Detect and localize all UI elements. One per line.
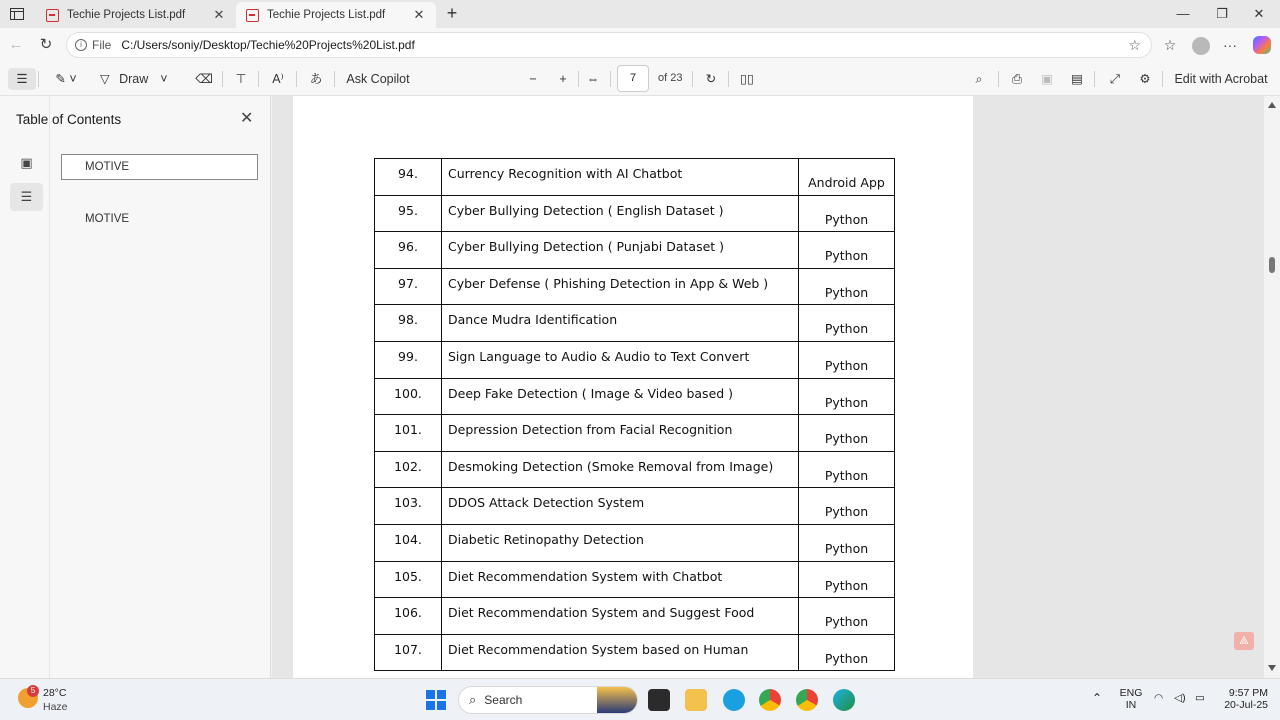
tab-bar: [0, 0, 1280, 28]
read-aloud-icon[interactable]: A⁾: [272, 72, 284, 86]
clock[interactable]: [1212, 687, 1268, 711]
vertical-scrollbar[interactable]: [1264, 96, 1280, 678]
table-row: [375, 451, 895, 488]
separator: [998, 71, 999, 87]
separator: [578, 71, 579, 87]
rotate-icon[interactable]: ↻: [705, 72, 717, 86]
weather-condition[interactable]: Haze: [43, 701, 68, 713]
search-highlight-image: [597, 687, 637, 713]
table-row: [375, 305, 895, 342]
settings-gear-icon[interactable]: ⚙: [1139, 72, 1151, 86]
url-input[interactable]: [66, 32, 1152, 58]
avatar[interactable]: [1192, 37, 1210, 55]
table-row: [375, 561, 895, 598]
new-tab-button[interactable]: +: [446, 3, 458, 23]
task-view-icon[interactable]: [648, 689, 670, 711]
chevron-down-icon: ˅: [160, 72, 168, 86]
taskbar-search-label: Search: [484, 693, 523, 707]
tab-title: Techie Projects List.pdf: [67, 9, 186, 21]
pdf-page: [293, 96, 973, 678]
project-platform: Python: [799, 305, 895, 342]
page-number-input[interactable]: 7: [617, 65, 649, 92]
address-bar: [0, 28, 1280, 62]
project-title: Diet Recommendation System with Chatbot: [442, 561, 799, 598]
favorites-icon[interactable]: ☆: [1163, 37, 1177, 53]
scroll-thumb[interactable]: [1269, 257, 1275, 273]
project-number: 104.: [375, 524, 442, 561]
fullscreen-icon[interactable]: ⤢: [1109, 72, 1120, 86]
project-number: 97.: [375, 268, 442, 305]
thumbnails-image-icon[interactable]: ▣: [20, 155, 33, 170]
url-text: C:/Users/soniy/Desktop/Techie%20Projects%20List.pdf: [121, 38, 415, 52]
minimize-button[interactable]: —: [1176, 6, 1190, 21]
separator: [610, 71, 611, 87]
project-number: 103.: [375, 488, 442, 525]
language-indicator[interactable]: [1118, 687, 1144, 711]
eraser-icon[interactable]: ⌫: [195, 72, 213, 86]
table-row: [375, 378, 895, 415]
app-icon[interactable]: [723, 689, 745, 711]
project-platform: Python: [799, 451, 895, 488]
refresh-button[interactable]: ↻: [39, 36, 53, 53]
tab-title: Techie Projects List.pdf: [267, 9, 386, 21]
table-row: [375, 195, 895, 232]
translate-icon[interactable]: あ: [309, 72, 323, 86]
close-tab-icon[interactable]: ✕: [213, 7, 225, 22]
project-number: 101.: [375, 415, 442, 452]
more-menu-icon[interactable]: ···: [1223, 37, 1237, 53]
tab-actions-icon: [10, 8, 24, 20]
project-platform: Python: [799, 598, 895, 635]
draw-label: Draw: [119, 72, 149, 86]
table-row: [375, 159, 895, 196]
separator: [728, 71, 729, 87]
time: 9:57 PM: [1228, 687, 1268, 699]
copilot-icon[interactable]: [1253, 36, 1271, 54]
project-platform: Python: [799, 634, 895, 671]
pdf-icon: [46, 9, 59, 22]
volume-icon[interactable]: ◁): [1174, 692, 1186, 704]
favorite-star-icon[interactable]: ☆: [1128, 36, 1141, 53]
show-hidden-icons-icon[interactable]: ⌃: [1092, 691, 1103, 705]
pdf-icon: [246, 9, 259, 22]
table-row: [375, 415, 895, 452]
project-title: DDOS Attack Detection System: [442, 488, 799, 525]
table-of-contents-panel: [0, 96, 271, 678]
table-row: [375, 488, 895, 525]
chrome-icon[interactable]: [796, 689, 818, 711]
project-number: 107.: [375, 634, 442, 671]
back-button[interactable]: ←: [8, 36, 24, 53]
separator: [258, 71, 259, 87]
save-icon[interactable]: ▣: [1041, 72, 1053, 86]
separator: [692, 71, 693, 87]
table-row: [375, 598, 895, 635]
project-title: Diabetic Retinopathy Detection: [442, 524, 799, 561]
separator: [334, 71, 335, 87]
draw-button[interactable]: [100, 68, 182, 90]
separator: [296, 71, 297, 87]
contents-list-icon[interactable]: ☰: [10, 183, 43, 211]
separator: [222, 71, 223, 87]
highlight-icon[interactable]: ✎ ˅: [55, 72, 77, 86]
page-count-label: of 23: [658, 72, 683, 84]
project-title: Cyber Bullying Detection ( Punjabi Dataset ): [442, 232, 799, 269]
weather-badge: 5: [27, 685, 39, 697]
project-platform: Python: [799, 378, 895, 415]
contents-toggle-icon[interactable]: ☰: [8, 68, 36, 90]
info-icon[interactable]: i: [75, 39, 87, 51]
project-number: 102.: [375, 451, 442, 488]
project-platform: Python: [799, 488, 895, 525]
table-row: [375, 232, 895, 269]
tab-actions-button[interactable]: [6, 4, 28, 24]
document-viewport[interactable]: [272, 96, 1264, 678]
table-row: [375, 268, 895, 305]
project-title: Sign Language to Audio & Audio to Text Convert: [442, 341, 799, 378]
acrobat-icon[interactable]: ⟁: [1234, 632, 1254, 650]
project-title: Deep Fake Detection ( Image & Video based ): [442, 378, 799, 415]
weather-temperature[interactable]: 28°C: [43, 687, 67, 699]
project-platform: Python: [799, 195, 895, 232]
project-title: Desmoking Detection (Smoke Removal from Image): [442, 451, 799, 488]
project-title: Cyber Bullying Detection ( English Dataset ): [442, 195, 799, 232]
search-icon: ⌕: [469, 692, 477, 707]
ask-copilot-button[interactable]: Ask Copilot: [346, 72, 410, 86]
save-as-icon[interactable]: ▤: [1071, 72, 1083, 86]
table-row: [375, 634, 895, 671]
project-title: Diet Recommendation System based on Human: [442, 634, 799, 671]
project-platform: Python: [799, 232, 895, 269]
close-panel-icon[interactable]: ✕: [240, 110, 254, 127]
taskbar-search-input[interactable]: [458, 686, 638, 714]
project-platform: Python: [799, 341, 895, 378]
sidebar-rail: [0, 96, 50, 678]
maximize-button[interactable]: ❐: [1216, 6, 1228, 21]
project-number: 100.: [375, 378, 442, 415]
close-window-button[interactable]: ✕: [1253, 6, 1265, 21]
draw-icon: ▽: [100, 72, 114, 86]
wifi-icon[interactable]: ◠: [1154, 692, 1164, 704]
region-code: IN: [1125, 699, 1137, 711]
tab-active[interactable]: [236, 2, 436, 28]
project-number: 106.: [375, 598, 442, 635]
edit-with-acrobat-button[interactable]: Edit with Acrobat: [1174, 72, 1268, 86]
project-number: 96.: [375, 232, 442, 269]
separator: [38, 71, 39, 87]
taskbar: [0, 678, 1280, 720]
project-title: Cyber Defense ( Phishing Detection in App & Web ): [442, 268, 799, 305]
project-platform: Python: [799, 561, 895, 598]
edge-icon[interactable]: [833, 689, 855, 711]
chrome-icon[interactable]: [759, 689, 781, 711]
projects-table: [374, 158, 895, 671]
table-row: [375, 524, 895, 561]
file-explorer-icon[interactable]: [685, 689, 707, 711]
scheme-chip: File: [92, 38, 112, 52]
language-code: ENG: [1119, 687, 1143, 699]
tab-inactive[interactable]: [36, 2, 236, 28]
project-number: 98.: [375, 305, 442, 342]
windows-start-icon[interactable]: [426, 690, 446, 710]
project-title: Depression Detection from Facial Recognition: [442, 415, 799, 452]
scroll-up-arrow-icon[interactable]: [1268, 102, 1276, 108]
project-platform: Python: [799, 415, 895, 452]
separator: [1094, 71, 1095, 87]
text-box-icon[interactable]: ⊤: [235, 72, 247, 86]
toc-item[interactable]: MOTIVE: [85, 213, 130, 225]
project-platform: Python: [799, 268, 895, 305]
date: 20-Jul-25: [1224, 699, 1268, 711]
table-row: [375, 341, 895, 378]
toc-search-input[interactable]: MOTIVE: [61, 154, 258, 180]
zoom-in-icon[interactable]: +: [559, 72, 567, 86]
project-number: 99.: [375, 341, 442, 378]
project-platform: Android App: [799, 159, 895, 196]
print-icon[interactable]: ⎙: [1011, 72, 1022, 86]
search-icon[interactable]: ⌕: [975, 72, 983, 86]
project-number: 105.: [375, 561, 442, 598]
fit-width-icon[interactable]: ⇔: [586, 72, 600, 86]
project-title: Diet Recommendation System and Suggest Food: [442, 598, 799, 635]
page-view-icon[interactable]: ▯▯: [740, 72, 754, 86]
close-tab-icon[interactable]: ✕: [413, 7, 425, 22]
project-number: 95.: [375, 195, 442, 232]
scroll-down-arrow-icon[interactable]: [1268, 665, 1276, 671]
zoom-out-icon[interactable]: −: [529, 72, 537, 86]
project-number: 94.: [375, 159, 442, 196]
project-title: Currency Recognition with AI Chatbot: [442, 159, 799, 196]
separator: [1162, 71, 1163, 87]
project-title: Dance Mudra Identification: [442, 305, 799, 342]
project-platform: Python: [799, 524, 895, 561]
battery-icon[interactable]: ▭: [1195, 692, 1205, 704]
toc-title: Table of Contents: [16, 112, 122, 127]
